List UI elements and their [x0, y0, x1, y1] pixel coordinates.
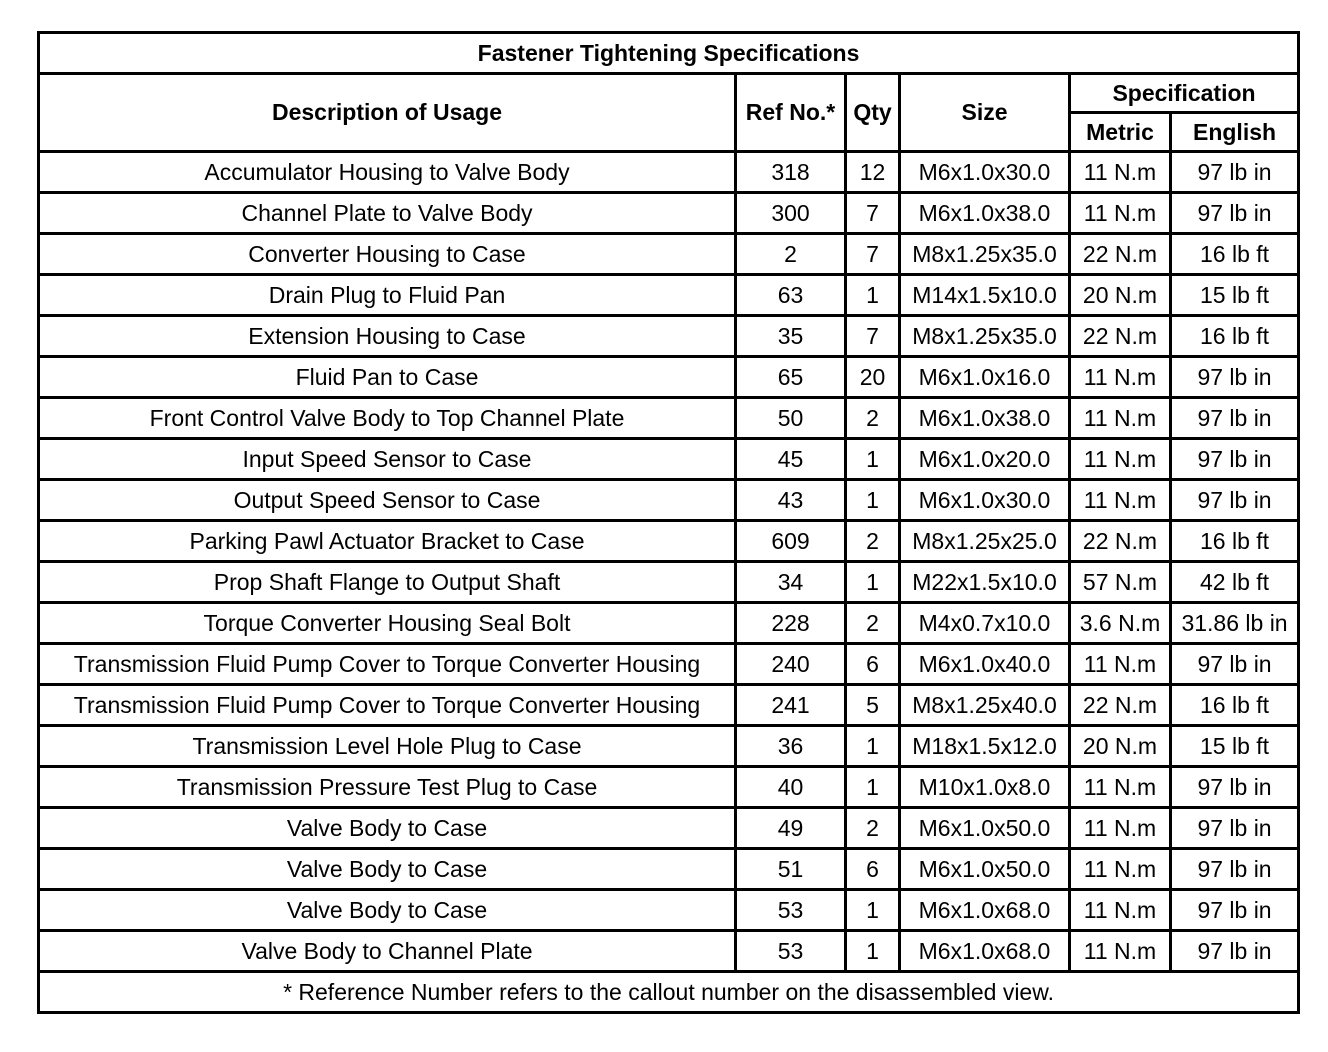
cell-english: 97 lb in [1171, 439, 1299, 480]
table-row [39, 685, 1299, 726]
cell-description: Prop Shaft Flange to Output Shaft [39, 562, 736, 603]
cell-size: M14x1.5x10.0 [900, 275, 1070, 316]
cell-description: Valve Body to Case [39, 849, 736, 890]
header-english: English [1171, 113, 1299, 152]
cell-metric: 11 N.m [1070, 808, 1171, 849]
cell-qty: 7 [846, 234, 900, 275]
cell-description: Input Speed Sensor to Case [39, 439, 736, 480]
cell-metric: 11 N.m [1070, 931, 1171, 972]
cell-size: M6x1.0x30.0 [900, 152, 1070, 193]
table-row [39, 562, 1299, 603]
cell-ref: 53 [736, 890, 846, 931]
table-row [39, 357, 1299, 398]
cell-qty: 1 [846, 275, 900, 316]
cell-english: 97 lb in [1171, 152, 1299, 193]
cell-ref: 300 [736, 193, 846, 234]
cell-description: Front Control Valve Body to Top Channel Plate [39, 398, 736, 439]
footnote: * Reference Number refers to the callout number on the disassembled view. [39, 972, 1299, 1013]
cell-qty: 12 [846, 152, 900, 193]
cell-metric: 11 N.m [1070, 890, 1171, 931]
cell-metric: 11 N.m [1070, 152, 1171, 193]
cell-qty: 2 [846, 521, 900, 562]
cell-metric: 57 N.m [1070, 562, 1171, 603]
cell-metric: 11 N.m [1070, 767, 1171, 808]
cell-metric: 11 N.m [1070, 849, 1171, 890]
table-body [39, 152, 1299, 972]
table-title: Fastener Tightening Specifications [39, 33, 1299, 74]
cell-metric: 20 N.m [1070, 726, 1171, 767]
cell-metric: 11 N.m [1070, 357, 1171, 398]
table-row [39, 275, 1299, 316]
table-row [39, 890, 1299, 931]
fastener-spec-table [37, 31, 1300, 1014]
table-row [39, 931, 1299, 972]
cell-metric: 22 N.m [1070, 685, 1171, 726]
cell-metric: 20 N.m [1070, 275, 1171, 316]
cell-metric: 11 N.m [1070, 439, 1171, 480]
table-row [39, 849, 1299, 890]
cell-qty: 2 [846, 808, 900, 849]
cell-description: Extension Housing to Case [39, 316, 736, 357]
cell-english: 15 lb ft [1171, 275, 1299, 316]
cell-ref: 2 [736, 234, 846, 275]
cell-description: Accumulator Housing to Valve Body [39, 152, 736, 193]
cell-qty: 1 [846, 562, 900, 603]
cell-description: Transmission Pressure Test Plug to Case [39, 767, 736, 808]
cell-english: 97 lb in [1171, 767, 1299, 808]
cell-ref: 65 [736, 357, 846, 398]
table-row [39, 152, 1299, 193]
header-ref: Ref No.* [736, 74, 846, 152]
cell-size: M4x0.7x10.0 [900, 603, 1070, 644]
cell-english: 16 lb ft [1171, 521, 1299, 562]
cell-size: M8x1.25x40.0 [900, 685, 1070, 726]
cell-size: M6x1.0x38.0 [900, 398, 1070, 439]
cell-qty: 7 [846, 193, 900, 234]
cell-size: M6x1.0x20.0 [900, 439, 1070, 480]
cell-ref: 609 [736, 521, 846, 562]
cell-size: M6x1.0x38.0 [900, 193, 1070, 234]
table-row [39, 480, 1299, 521]
cell-size: M22x1.5x10.0 [900, 562, 1070, 603]
table-row [39, 439, 1299, 480]
cell-english: 16 lb ft [1171, 685, 1299, 726]
cell-english: 16 lb ft [1171, 316, 1299, 357]
header-specification: Specification [1070, 74, 1299, 113]
cell-metric: 11 N.m [1070, 644, 1171, 685]
header-qty: Qty [846, 74, 900, 152]
cell-qty: 2 [846, 398, 900, 439]
cell-english: 97 lb in [1171, 890, 1299, 931]
cell-description: Channel Plate to Valve Body [39, 193, 736, 234]
cell-description: Transmission Fluid Pump Cover to Torque Converter Housing [39, 644, 736, 685]
cell-size: M18x1.5x12.0 [900, 726, 1070, 767]
cell-metric: 11 N.m [1070, 398, 1171, 439]
cell-english: 97 lb in [1171, 480, 1299, 521]
cell-description: Output Speed Sensor to Case [39, 480, 736, 521]
cell-qty: 1 [846, 767, 900, 808]
cell-size: M6x1.0x30.0 [900, 480, 1070, 521]
cell-qty: 1 [846, 439, 900, 480]
cell-english: 31.86 lb in [1171, 603, 1299, 644]
table-row [39, 234, 1299, 275]
cell-qty: 1 [846, 931, 900, 972]
cell-ref: 36 [736, 726, 846, 767]
cell-size: M8x1.25x25.0 [900, 521, 1070, 562]
table-row [39, 603, 1299, 644]
cell-metric: 3.6 N.m [1070, 603, 1171, 644]
cell-qty: 1 [846, 726, 900, 767]
cell-metric: 22 N.m [1070, 316, 1171, 357]
cell-ref: 43 [736, 480, 846, 521]
cell-ref: 53 [736, 931, 846, 972]
cell-description: Converter Housing to Case [39, 234, 736, 275]
cell-qty: 6 [846, 849, 900, 890]
cell-size: M6x1.0x68.0 [900, 890, 1070, 931]
cell-english: 16 lb ft [1171, 234, 1299, 275]
cell-english: 97 lb in [1171, 398, 1299, 439]
cell-description: Valve Body to Case [39, 890, 736, 931]
table-row [39, 644, 1299, 685]
cell-qty: 7 [846, 316, 900, 357]
header-description: Description of Usage [39, 74, 736, 152]
cell-ref: 49 [736, 808, 846, 849]
cell-size: M8x1.25x35.0 [900, 316, 1070, 357]
cell-ref: 35 [736, 316, 846, 357]
cell-size: M6x1.0x68.0 [900, 931, 1070, 972]
cell-size: M10x1.0x8.0 [900, 767, 1070, 808]
cell-english: 42 lb ft [1171, 562, 1299, 603]
cell-description: Valve Body to Channel Plate [39, 931, 736, 972]
cell-description: Drain Plug to Fluid Pan [39, 275, 736, 316]
cell-qty: 1 [846, 890, 900, 931]
cell-description: Transmission Level Hole Plug to Case [39, 726, 736, 767]
table-row [39, 398, 1299, 439]
cell-ref: 40 [736, 767, 846, 808]
cell-metric: 11 N.m [1070, 193, 1171, 234]
cell-english: 97 lb in [1171, 849, 1299, 890]
cell-ref: 45 [736, 439, 846, 480]
cell-english: 97 lb in [1171, 193, 1299, 234]
table-row [39, 193, 1299, 234]
cell-ref: 63 [736, 275, 846, 316]
cell-ref: 228 [736, 603, 846, 644]
table-row [39, 316, 1299, 357]
cell-english: 97 lb in [1171, 931, 1299, 972]
cell-description: Transmission Fluid Pump Cover to Torque Converter Housing [39, 685, 736, 726]
cell-ref: 51 [736, 849, 846, 890]
cell-english: 15 lb ft [1171, 726, 1299, 767]
cell-metric: 11 N.m [1070, 480, 1171, 521]
table-row [39, 521, 1299, 562]
cell-qty: 2 [846, 603, 900, 644]
cell-size: M8x1.25x35.0 [900, 234, 1070, 275]
cell-description: Torque Converter Housing Seal Bolt [39, 603, 736, 644]
cell-size: M6x1.0x50.0 [900, 849, 1070, 890]
cell-qty: 5 [846, 685, 900, 726]
table-row [39, 767, 1299, 808]
cell-size: M6x1.0x16.0 [900, 357, 1070, 398]
cell-ref: 34 [736, 562, 846, 603]
cell-qty: 1 [846, 480, 900, 521]
cell-ref: 240 [736, 644, 846, 685]
cell-metric: 22 N.m [1070, 521, 1171, 562]
cell-metric: 22 N.m [1070, 234, 1171, 275]
cell-qty: 6 [846, 644, 900, 685]
cell-size: M6x1.0x50.0 [900, 808, 1070, 849]
cell-description: Fluid Pan to Case [39, 357, 736, 398]
cell-qty: 20 [846, 357, 900, 398]
table-row [39, 808, 1299, 849]
header-metric: Metric [1070, 113, 1171, 152]
cell-ref: 241 [736, 685, 846, 726]
header-size: Size [900, 74, 1070, 152]
cell-ref: 50 [736, 398, 846, 439]
cell-size: M6x1.0x40.0 [900, 644, 1070, 685]
cell-description: Parking Pawl Actuator Bracket to Case [39, 521, 736, 562]
cell-english: 97 lb in [1171, 644, 1299, 685]
table-row [39, 726, 1299, 767]
cell-description: Valve Body to Case [39, 808, 736, 849]
cell-english: 97 lb in [1171, 357, 1299, 398]
cell-ref: 318 [736, 152, 846, 193]
cell-english: 97 lb in [1171, 808, 1299, 849]
